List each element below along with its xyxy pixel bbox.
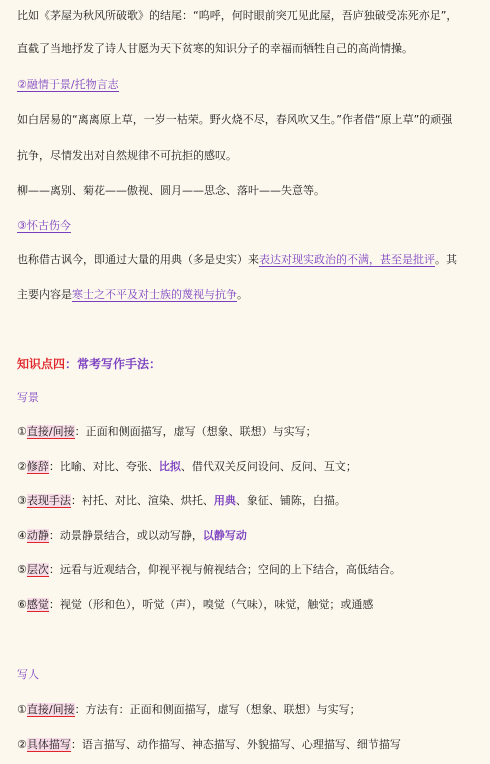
item-text: 、象征、铺陈，白描。	[235, 494, 346, 507]
item-number: ①	[17, 425, 27, 438]
item-number: ④	[17, 529, 27, 542]
list-item	[17, 528, 484, 544]
section-title-rest: ：常考写作手法：	[65, 357, 162, 371]
item-term: 具体描写	[26, 738, 71, 751]
sub-heading-scene: 写景	[17, 391, 39, 404]
paragraph-line: 如白居易的“离离原上草，一岁一枯荣。野火烧不尽，春风吹又生。”作者借“原上草”的顽强	[17, 113, 453, 126]
section-title-red: 知识点四	[17, 357, 66, 371]
item-term: 层次	[26, 563, 49, 576]
item-keyword: 以静写动	[202, 529, 247, 542]
item-keyword: 用典	[213, 494, 236, 507]
item-number: ②	[17, 738, 27, 751]
paragraph-line	[17, 252, 484, 268]
item-text: 、借代双关反问设问、反问、互文；	[180, 460, 357, 473]
item-number: ②	[17, 460, 27, 473]
item-text: ：正面和侧面描写，虚写（想象、联想）与实写；	[74, 425, 317, 438]
item-term: 动静	[26, 529, 49, 542]
item-text: ：视觉（形和色），听觉（声），嗅觉（气味），味觉，触觉；或通感	[48, 598, 374, 611]
text: 也称借古讽今，即通过大量的用典（多是史实）来	[17, 253, 259, 266]
subheading-nostalgia	[17, 218, 484, 234]
item-term: 直接/间接	[26, 703, 75, 716]
text: 。其	[435, 253, 457, 266]
highlight-text: 寒士之不平及对士族的蔑视与抗争	[72, 288, 237, 301]
item-number: ⑤	[17, 563, 27, 576]
list-item	[17, 562, 484, 578]
paragraph-line: 抗争，尽情发出对自然规律不可抗拒的感叹。	[17, 149, 237, 162]
item-text: ：比喻、对比、夸张、	[48, 460, 159, 473]
subheading-text: ②融情于景/托物言志	[17, 78, 119, 91]
sub-heading-person: 写人	[17, 668, 39, 681]
subheading-scene-blend	[17, 77, 484, 93]
list-item	[17, 597, 484, 613]
list-item	[17, 702, 484, 718]
item-term: 直接/间接	[26, 425, 75, 438]
item-number: ①	[17, 703, 27, 716]
list-item	[17, 493, 484, 509]
item-text: ：衬托、对比、渲染、烘托、	[70, 494, 214, 507]
paragraph-line: 直截了当地抒发了诗人甘愿为天下贫寒的知识分子的幸福而牺牲自己的高尚情操。	[17, 42, 413, 55]
subheading-text: ③怀古伤今	[17, 219, 71, 232]
item-keyword: 比拟	[158, 460, 181, 473]
list-item	[17, 424, 484, 440]
item-term: 感觉	[26, 598, 49, 611]
section-title	[17, 356, 484, 372]
list-item	[17, 459, 484, 475]
item-number: ③	[17, 494, 27, 507]
item-text: ：远看与近观结合，仰视平视与俯视结合；空间的上下结合，高低结合。	[48, 563, 401, 576]
text: 主要内容是	[17, 288, 72, 301]
highlight-text: 表达对现实政治的不满，甚至是批评	[259, 253, 435, 266]
item-text: ：语言描写、动作描写、神态描写、外貌描写、心理描写、细节描写	[70, 738, 401, 751]
paragraph-line	[17, 287, 484, 303]
list-item	[17, 737, 484, 753]
paragraph-line: 比如《茅屋为秋风所破歌》的结尾：“呜呼，何时眼前突兀见此屋，吾庐独破受冻死亦足”，	[17, 9, 458, 22]
text: 。	[237, 288, 248, 301]
item-term: 修辞	[26, 460, 49, 473]
item-text: ：动景静景结合，或以动写静，	[48, 529, 203, 542]
item-term: 表现手法	[26, 494, 71, 507]
item-text: ：方法有：正面和侧面描写，虚写（想象、联想）与实写；	[74, 703, 361, 716]
paragraph-line: 柳——离别、菊花——傲视、圆月——思念、落叶——失意等。	[17, 184, 325, 197]
item-number: ⑥	[17, 598, 27, 611]
